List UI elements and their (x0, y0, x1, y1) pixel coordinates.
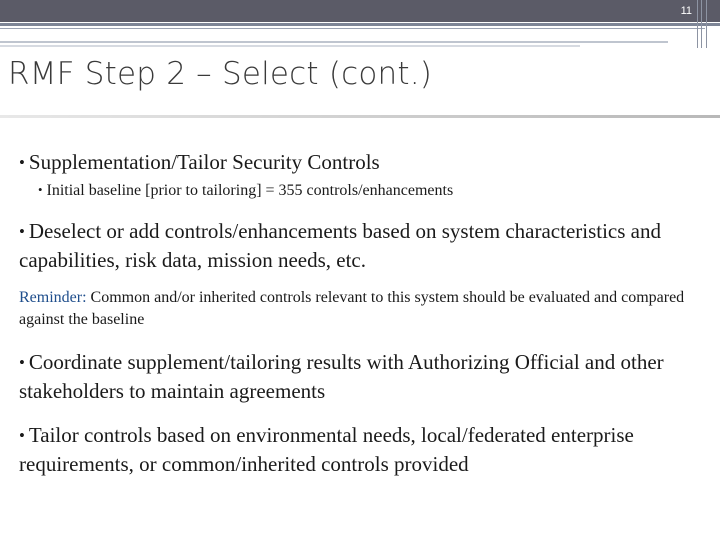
slide-title: RMF Step 2 – Select (cont.) (8, 56, 433, 92)
bullet-icon: • (38, 183, 43, 197)
reminder-note (19, 287, 699, 331)
bullet-text: Tailor controls based on environmental needs, local/federated enterprise requirements, or common/inherited controls provided (19, 423, 634, 476)
title-underline (0, 115, 720, 118)
bullet-icon: • (19, 353, 25, 372)
bullet-tailor (19, 421, 699, 479)
header-divider (697, 0, 698, 48)
reminder-text: Common and/or inherited controls relevant to this system should be evaluated and compared against the baseline (19, 289, 685, 328)
header-accent-line (0, 23, 720, 26)
slide-number: 11 (680, 5, 692, 17)
header-bar (0, 0, 720, 22)
reminder-label: Reminder: (19, 289, 87, 306)
bullet-text: Initial baseline [prior to tailoring] = 355 controls/enhancements (46, 182, 454, 199)
bullet-text: Coordinate supplement/tailoring results with Authorizing Official and other stakeholders to maintain agreements (19, 350, 664, 403)
bullet-icon: • (19, 222, 25, 241)
header-divider (706, 0, 707, 48)
header-accent-line (0, 45, 580, 47)
header-accent-line (0, 41, 668, 43)
bullet-icon: • (19, 426, 25, 445)
header-divider (701, 0, 702, 48)
bullet-icon: • (19, 153, 25, 172)
header-accent-line (0, 28, 705, 29)
bullet-text: Deselect or add controls/enhancements based on system characteristics and capabilities, risk data, mission needs, etc. (19, 219, 661, 272)
bullet-supplementation (19, 148, 699, 177)
bullet-coordinate (19, 348, 699, 406)
sub-bullet-initial-baseline (38, 179, 718, 202)
bullet-text: Supplementation/Tailor Security Controls (28, 150, 380, 174)
bullet-deselect (19, 217, 699, 275)
